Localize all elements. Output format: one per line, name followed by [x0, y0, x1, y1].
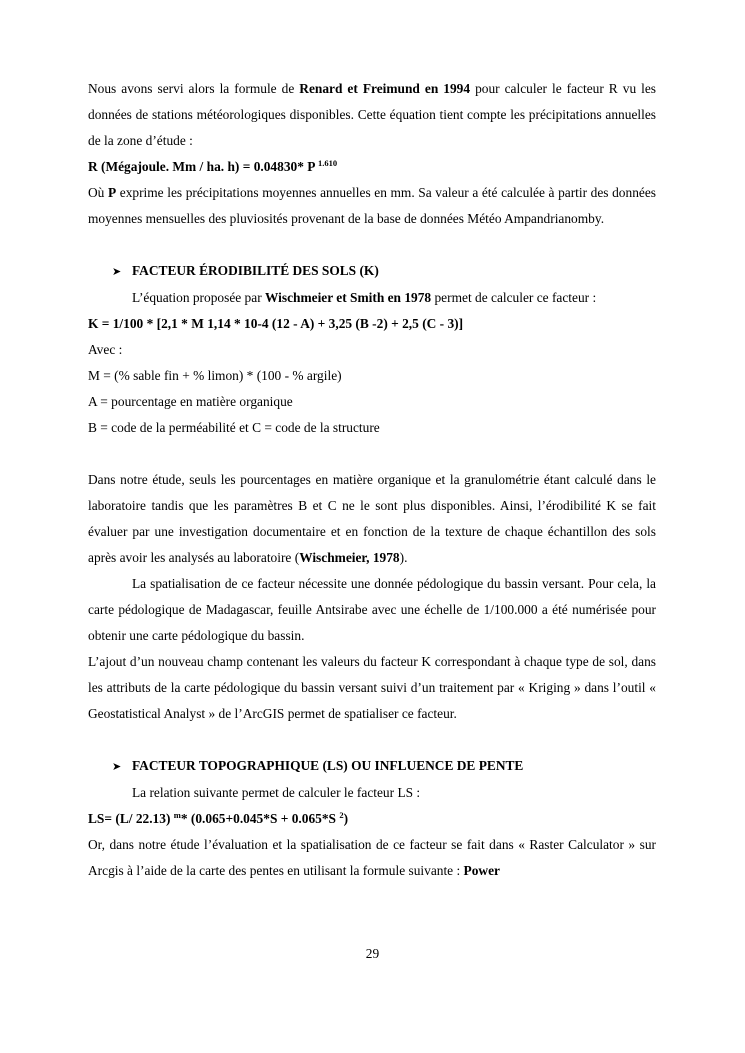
- paragraph-k-spatialisation: La spatialisation de ce facteur nécessite une donnée pédologique du bassin versant. Pour cela, la carte pédologique de Madagascar, feuille Antsirabe avec une échelle de 1/100.000 a été numérisée pour obtenir une carte pédologique du bassin.: [88, 576, 656, 643]
- section-heading-ls: ➤ FACTEUR TOPOGRAPHIQUE (LS) OU INFLUENCE DE PENTE: [88, 753, 656, 780]
- definition-b-c: B = code de la perméabilité et C = code de la structure: [88, 420, 380, 435]
- paragraph-ls-intro: La relation suivante permet de calculer le facteur LS :: [132, 785, 421, 800]
- paragraph-ls-raster: Or, dans notre étude l’évaluation et la spatialisation de ce facteur se fait dans « Raster Calculator » sur Arcgis à l’aide de la carte des pentes en utilisant la formule suivante : Power: [88, 837, 656, 878]
- section-heading-k: ➤ FACTEUR ÉRODIBILITÉ DES SOLS (K): [88, 258, 656, 285]
- paragraph-k-study: Dans notre étude, seuls les pourcentages en matière organique et la granulométrie étant calculé dans le laboratoire tandis que les paramètres B et C ne le sont plus disponibles. Ainsi, l’érodibilité K se fait évaluer par une investigation documentaire et en fonction de la texture de chaque échantillon des sols après avoir les analysés au laboratoire (Wischmeier, 1978).: [88, 472, 656, 565]
- avec-label: Avec :: [88, 342, 123, 357]
- paragraph-p-definition: Où P exprime les précipitations moyennes annuelles en mm. Sa valeur a été calculée à partir des données moyennes mensuelles des pluviosités provenant de la base de données Météo Ampandrianomby.: [88, 185, 656, 226]
- paragraph-r-intro: Nous avons servi alors la formule de Renard et Freimund en 1994 pour calculer le facteur R vu les données de stations météorologiques disponibles. Cette équation tient compte les précipitations annuelles de la zone d’étude :: [88, 81, 657, 148]
- formula-ls: LS= (L/ 22.13) $^m$* (0.065+0.045*S + 0.065*S $^2$): [88, 810, 349, 826]
- formula-r: R (Mégajoule. Mm / ha. h) = 0.04830* P $^{1.610}$: [88, 158, 338, 174]
- arrow-bullet-icon: ➤: [112, 760, 122, 773]
- definition-m: M = (% sable fin + % limon) * (100 - % argile): [88, 368, 342, 383]
- paragraph-k-intro: L’équation proposée par Wischmeier et Smith en 1978 permet de calculer ce facteur :: [132, 290, 597, 305]
- page-number: 29: [365, 946, 380, 961]
- arrow-bullet-icon: ➤: [112, 265, 122, 278]
- paragraph-k-kriging: L’ajout d’un nouveau champ contenant les valeurs du facteur K correspondant à chaque type de sol, dans les attributs de la carte pédologique du bassin versant suivi d’un traitement par « Kriging » dans l’outil « Geostatistical Analyst » de l’ArcGIS permet de spatialiser ce facteur.: [88, 654, 656, 721]
- definition-a: A = pourcentage en matière organique: [88, 394, 293, 409]
- formula-k: K = 1/100 * [2,1 * M 1,14 * 10-4 (12 - A) + 3,25 (B -2) + 2,5 (C - 3)]: [88, 316, 464, 331]
- document-page: [88, 76, 656, 884]
